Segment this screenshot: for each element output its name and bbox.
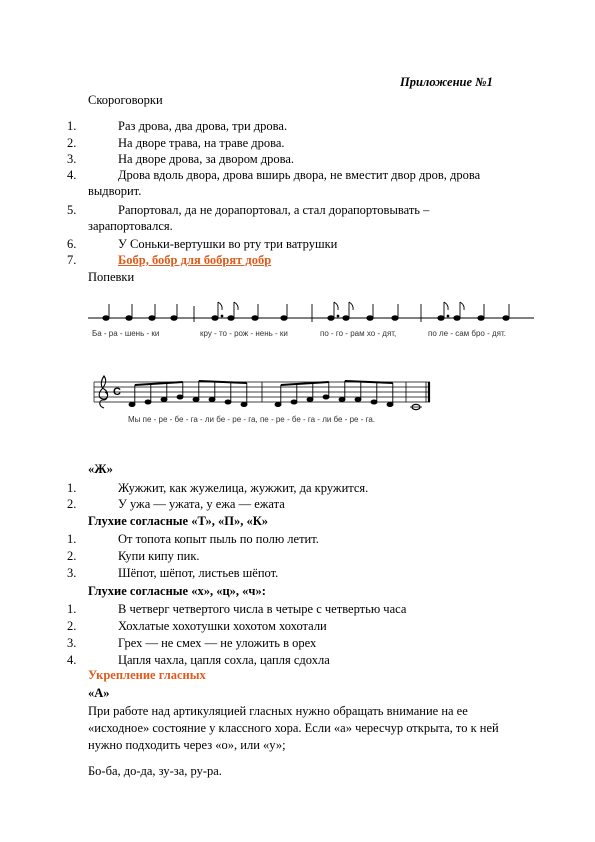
hcch-heading: Глухие согласные «х», «ц», «ч»: (88, 584, 266, 598)
staff1-lyric-4: по ле - сам бро - дят. (428, 329, 506, 338)
list-number: 2. (67, 497, 77, 511)
list-number: 4. (67, 653, 77, 667)
music-staff (88, 372, 438, 432)
tpk-heading: Глухие согласные «Т», «П», «К» (88, 514, 269, 528)
list-number: 1. (67, 532, 77, 546)
list-text: От топота копыт пыль по полю летит. (118, 532, 319, 546)
rhythm-staff (88, 292, 538, 344)
list-number: 2. (67, 619, 77, 633)
staff1-lyric-1: Ба - ра - шень - ки (92, 329, 160, 338)
songs-heading: Попевки (88, 270, 135, 284)
list-number: 3. (67, 152, 77, 166)
list-text: Цапля чахла, цапля сохла, цапля сдохла (118, 653, 330, 667)
list-text: На дворе трава, на траве дрова. (118, 136, 285, 150)
vowels-example: Бо-ба, до-да, зу-за, ру-ра. (88, 764, 222, 778)
list-text: Дрова вдоль двора, дрова вширь двора, не вместит двор дров, дрова (118, 168, 481, 182)
svg-text:C: C (113, 386, 121, 398)
zh-heading: «Ж» (88, 462, 113, 476)
staff1-lyric-3: по - го - рам хо - дят, (320, 329, 397, 338)
vowels-heading: Укрепление гласных (88, 668, 206, 682)
staff1-lyric-2: кру - то - рож - нень - ки (200, 329, 288, 338)
staff2-lyrics: Мы пе - ре - бе - га - ли бе - ре - га, пе - ре - бе - га - ли бе - ре - га. (128, 415, 376, 424)
list-text-highlight: Бобр, бобр для бобрят добр (118, 253, 272, 267)
list-text: Грех — не смех — не уложить в орех (118, 636, 317, 650)
list-text: В четверг четвертого числа в четыре с четвертью часа (118, 602, 407, 616)
list-number: 7. (67, 253, 77, 267)
vowels-subheading: «А» (88, 686, 110, 700)
list-text: Шёпот, шёпот, листьев шёпот. (118, 566, 279, 580)
list-text-continued: выдворит. (88, 184, 142, 198)
vowels-paragraph-line-3: нужно подходить через «о», или «у»; (88, 738, 286, 752)
list-text: Жужжит, как жужелица, жужжит, да кружится. (118, 481, 369, 495)
list-number: 1. (67, 481, 77, 495)
vowels-paragraph-line-2: «исходное» состояние у классного хора. Если «а» чересчур открыта, то к ней (88, 721, 499, 735)
list-text: На дворе дрова, за двором дрова. (118, 152, 295, 166)
list-text: У ужа — ужата, у ежа — ежата (118, 497, 285, 511)
list-number: 3. (67, 636, 77, 650)
list-text: Хохлатые хохотушки хохотом хохотали (118, 619, 327, 633)
list-text-continued: зарапортовался. (88, 219, 173, 233)
vowels-paragraph-line-1: При работе над артикуляцией гласных нужно обращать внимание на ее (88, 704, 468, 718)
list-number: 5. (67, 203, 77, 217)
list-text: У Соньки-вертушки во рту три ватрушки (118, 237, 338, 251)
list-number: 2. (67, 136, 77, 150)
list-text: Раз дрова, два дрова, три дрова. (118, 119, 288, 133)
list-number: 3. (67, 566, 77, 580)
list-number: 4. (67, 168, 77, 182)
tongue-twisters-heading: Скороговорки (88, 93, 163, 107)
list-number: 2. (67, 549, 77, 563)
list-text: Рапортовал, да не дорапортовал, а стал дорапортовывать – (118, 203, 430, 217)
list-text: Купи кипу пик. (118, 549, 200, 563)
list-number: 1. (67, 602, 77, 616)
list-number: 6. (67, 237, 77, 251)
appendix-title: Приложение №1 (400, 75, 493, 89)
list-number: 1. (67, 119, 77, 133)
